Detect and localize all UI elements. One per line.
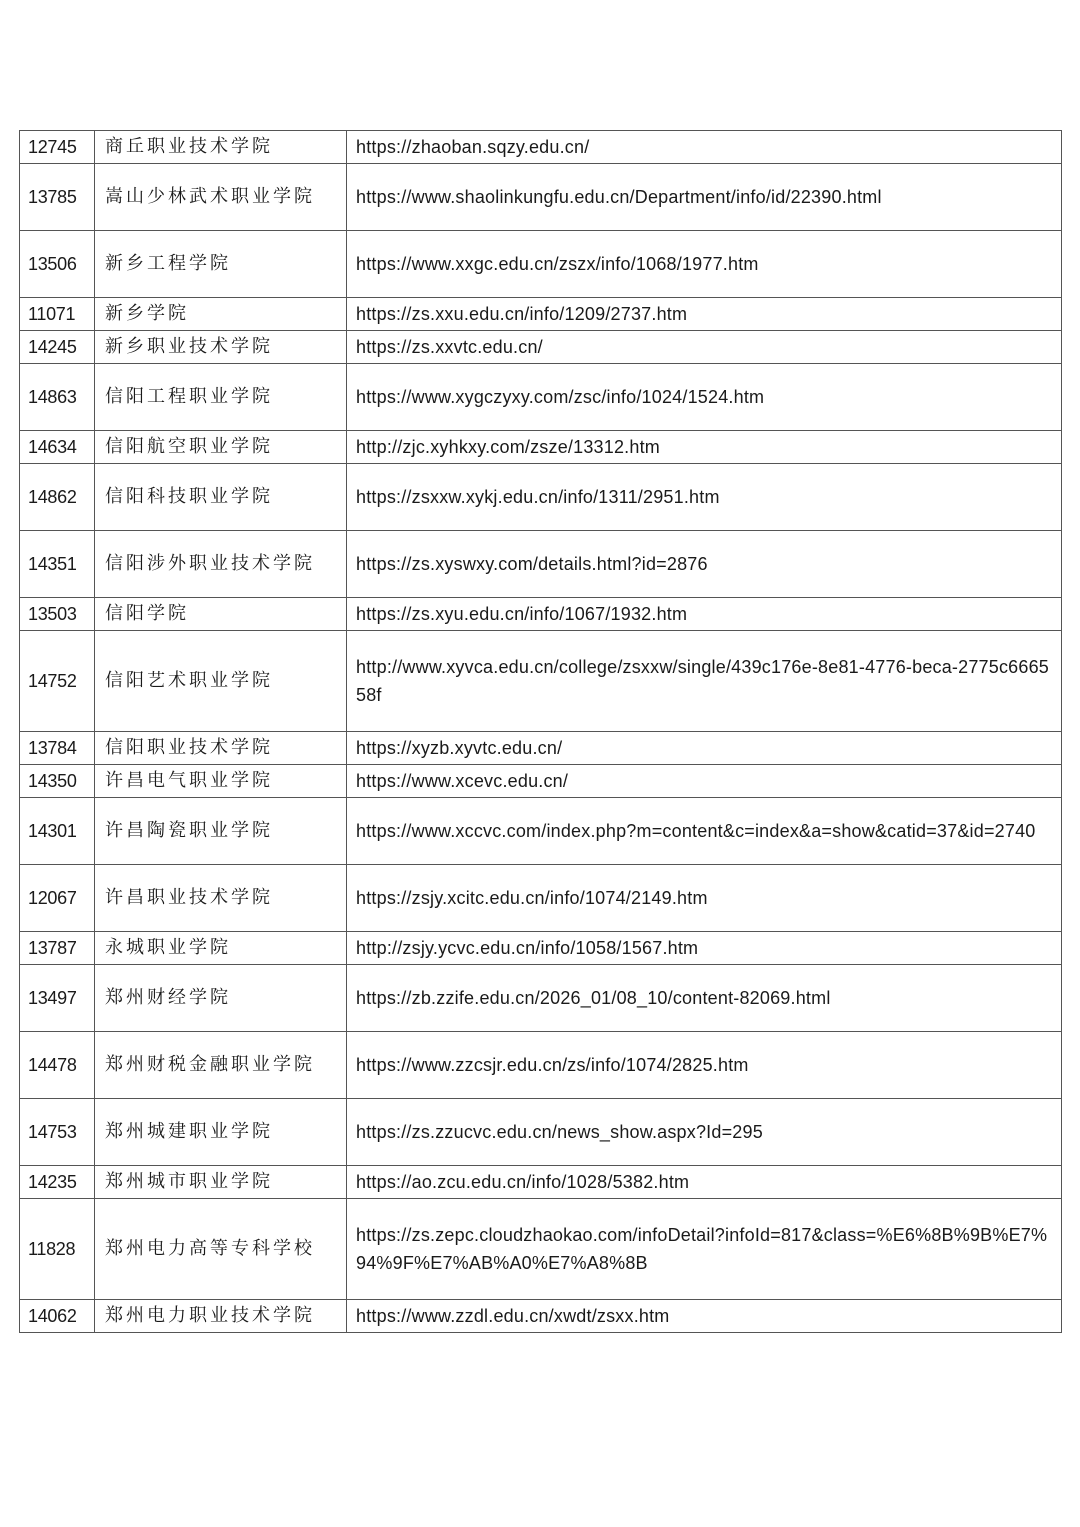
table-row — [20, 298, 1062, 331]
table-row — [20, 131, 1062, 164]
school-name-cell: 信阳航空职业学院 — [95, 431, 347, 464]
admission-url-cell: https://zs.zepc.cloudzhaokao.com/infoDetail?infoId=817&class=%E6%8B%9B%E7%94%9F%E7%AB%A0%E7%A8%8B — [347, 1199, 1062, 1300]
school-code-cell: 12067 — [20, 865, 95, 932]
table-row — [20, 231, 1062, 298]
table-row — [20, 798, 1062, 865]
admission-url-cell: https://www.xxgc.edu.cn/zszx/info/1068/1977.htm — [347, 231, 1062, 298]
table-row — [20, 1166, 1062, 1199]
school-code-cell: 14862 — [20, 464, 95, 531]
admission-url-cell: https://ao.zcu.edu.cn/info/1028/5382.htm — [347, 1166, 1062, 1199]
school-name-cell: 郑州财税金融职业学院 — [95, 1032, 347, 1099]
table-row — [20, 1099, 1062, 1166]
admission-url-cell: https://zs.xyu.edu.cn/info/1067/1932.htm — [347, 598, 1062, 631]
table-row — [20, 865, 1062, 932]
table-row — [20, 631, 1062, 732]
school-code-cell: 14301 — [20, 798, 95, 865]
admission-url-cell: https://www.zzcsjr.edu.cn/zs/info/1074/2825.htm — [347, 1032, 1062, 1099]
school-name-cell: 郑州城建职业学院 — [95, 1099, 347, 1166]
table-row — [20, 1300, 1062, 1333]
table-row — [20, 765, 1062, 798]
admission-url-cell: https://zs.zzucvc.edu.cn/news_show.aspx?Id=295 — [347, 1099, 1062, 1166]
school-name-cell: 商丘职业技术学院 — [95, 131, 347, 164]
admission-url-cell: http://zjc.xyhkxy.com/zsze/13312.htm — [347, 431, 1062, 464]
school-name-cell: 信阳艺术职业学院 — [95, 631, 347, 732]
school-code-cell: 13503 — [20, 598, 95, 631]
admission-url-cell: https://zb.zzife.edu.cn/2026_01/08_10/content-82069.html — [347, 965, 1062, 1032]
admission-url-cell: https://www.xygczyxy.com/zsc/info/1024/1524.htm — [347, 364, 1062, 431]
school-name-cell: 信阳学院 — [95, 598, 347, 631]
school-name-cell: 许昌陶瓷职业学院 — [95, 798, 347, 865]
school-code-cell: 14062 — [20, 1300, 95, 1333]
table-row — [20, 464, 1062, 531]
table-row — [20, 598, 1062, 631]
table-row — [20, 1199, 1062, 1300]
document-page — [19, 130, 1061, 1333]
school-name-cell: 信阳职业技术学院 — [95, 732, 347, 765]
school-code-cell: 14753 — [20, 1099, 95, 1166]
admission-url-cell: https://zsjy.xcitc.edu.cn/info/1074/2149.htm — [347, 865, 1062, 932]
school-name-cell: 许昌职业技术学院 — [95, 865, 347, 932]
admission-url-cell: http://zsjy.ycvc.edu.cn/info/1058/1567.htm — [347, 932, 1062, 965]
school-name-cell: 永城职业学院 — [95, 932, 347, 965]
school-code-cell: 13506 — [20, 231, 95, 298]
school-name-cell: 新乡职业技术学院 — [95, 331, 347, 364]
school-name-cell: 郑州城市职业学院 — [95, 1166, 347, 1199]
school-code-cell: 14863 — [20, 364, 95, 431]
admission-url-cell: http://www.xyvca.edu.cn/college/zsxxw/single/439c176e-8e81-4776-beca-2775c666558f — [347, 631, 1062, 732]
table-row — [20, 331, 1062, 364]
school-name-cell: 郑州电力高等专科学校 — [95, 1199, 347, 1300]
admission-url-cell: https://zhaoban.sqzy.edu.cn/ — [347, 131, 1062, 164]
admission-url-cell: https://zsxxw.xykj.edu.cn/info/1311/2951.htm — [347, 464, 1062, 531]
school-code-cell: 14235 — [20, 1166, 95, 1199]
table-row — [20, 164, 1062, 231]
school-name-cell: 信阳科技职业学院 — [95, 464, 347, 531]
school-name-cell: 郑州电力职业技术学院 — [95, 1300, 347, 1333]
admission-url-cell: https://www.shaolinkungfu.edu.cn/Department/info/id/22390.html — [347, 164, 1062, 231]
table-row — [20, 431, 1062, 464]
school-name-cell: 郑州财经学院 — [95, 965, 347, 1032]
table-row — [20, 1032, 1062, 1099]
admission-url-cell: https://zs.xxu.edu.cn/info/1209/2737.htm — [347, 298, 1062, 331]
school-code-cell: 14752 — [20, 631, 95, 732]
table-row — [20, 364, 1062, 431]
school-code-cell: 11828 — [20, 1199, 95, 1300]
table-row — [20, 732, 1062, 765]
admission-url-cell: https://www.xcevc.edu.cn/ — [347, 765, 1062, 798]
school-code-cell: 13784 — [20, 732, 95, 765]
school-code-cell: 14478 — [20, 1032, 95, 1099]
table-row — [20, 932, 1062, 965]
school-code-cell: 14245 — [20, 331, 95, 364]
admission-url-cell: https://www.xccvc.com/index.php?m=content&c=index&a=show&catid=37&id=2740 — [347, 798, 1062, 865]
school-code-cell: 13785 — [20, 164, 95, 231]
school-name-cell: 信阳涉外职业技术学院 — [95, 531, 347, 598]
school-code-cell: 11071 — [20, 298, 95, 331]
table-body — [20, 131, 1062, 1333]
table-row — [20, 531, 1062, 598]
school-code-cell: 14634 — [20, 431, 95, 464]
school-code-cell: 13497 — [20, 965, 95, 1032]
school-code-cell: 14351 — [20, 531, 95, 598]
admission-url-cell: https://zs.xyswxy.com/details.html?id=2876 — [347, 531, 1062, 598]
school-name-cell: 新乡工程学院 — [95, 231, 347, 298]
school-code-cell: 14350 — [20, 765, 95, 798]
college-url-table — [19, 130, 1062, 1333]
table-row — [20, 965, 1062, 1032]
school-name-cell: 新乡学院 — [95, 298, 347, 331]
school-name-cell: 许昌电气职业学院 — [95, 765, 347, 798]
school-code-cell: 12745 — [20, 131, 95, 164]
school-name-cell: 嵩山少林武术职业学院 — [95, 164, 347, 231]
school-code-cell: 13787 — [20, 932, 95, 965]
admission-url-cell: https://xyzb.xyvtc.edu.cn/ — [347, 732, 1062, 765]
admission-url-cell: https://www.zzdl.edu.cn/xwdt/zsxx.htm — [347, 1300, 1062, 1333]
admission-url-cell: https://zs.xxvtc.edu.cn/ — [347, 331, 1062, 364]
school-name-cell: 信阳工程职业学院 — [95, 364, 347, 431]
